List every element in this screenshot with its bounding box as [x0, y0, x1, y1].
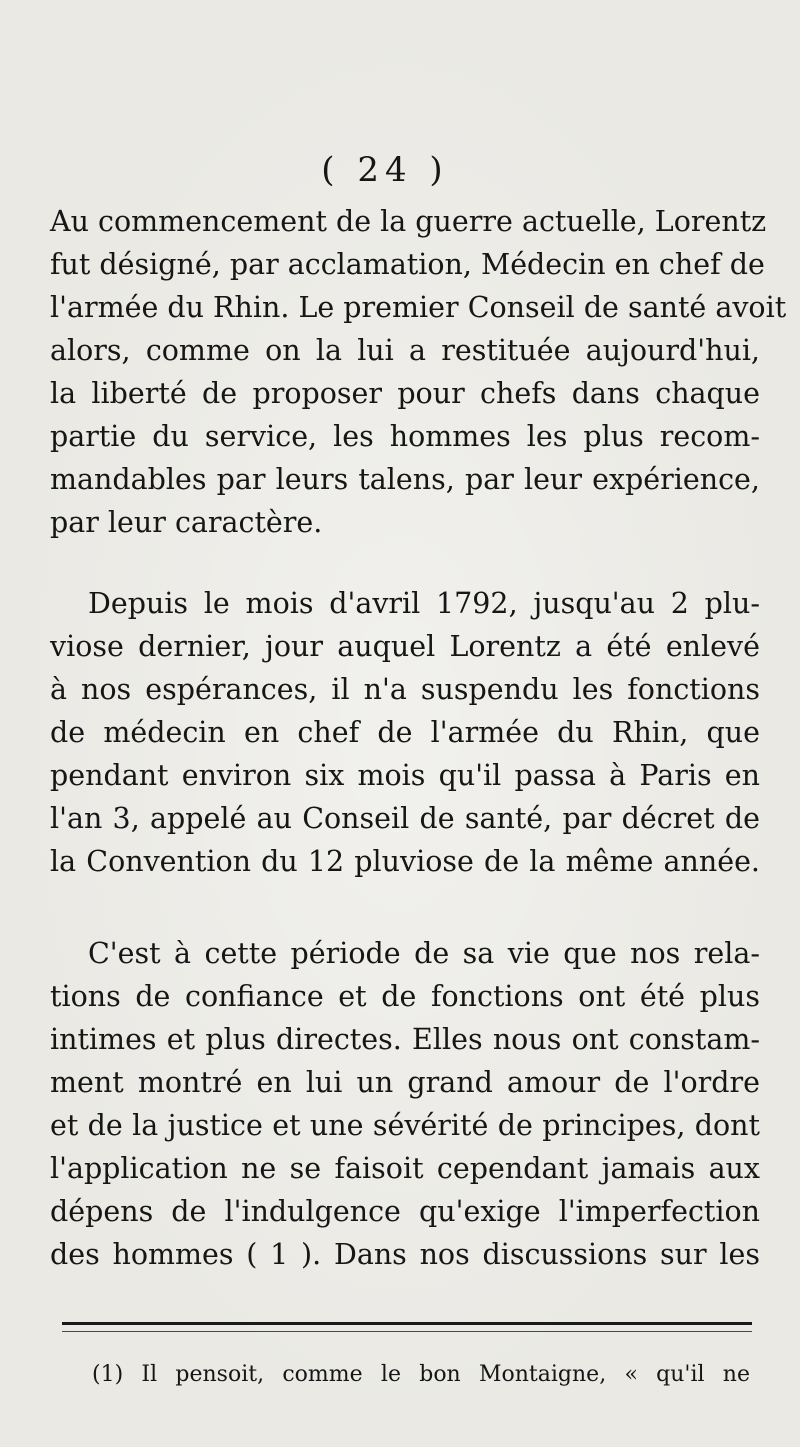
- text-line: Au commencement de la guerre actuelle, Lorentz: [50, 205, 767, 238]
- text-line: et de la justice et une sévérité de principes, dont: [50, 1109, 760, 1142]
- text-line: viose dernier, jour auquel Lorentz a été enlevé: [50, 630, 760, 663]
- text-line: C'est à cette période de sa vie que nos rela-: [88, 937, 760, 970]
- text-line: pendant environ six mois qu'il passa à Paris en: [50, 759, 760, 792]
- text-line: de médecin en chef de l'armée du Rhin, que: [50, 716, 760, 749]
- text-line: tions de confiance et de fonctions ont été plus: [50, 980, 760, 1013]
- text-line: la liberté de proposer pour chefs dans chaque: [50, 377, 760, 410]
- text-line: alors, comme on la lui a restituée aujourd'hui,: [50, 334, 760, 367]
- text-line: intimes et plus directes. Elles nous ont constam-: [50, 1023, 760, 1056]
- footnote-divider: [62, 1322, 752, 1325]
- text-line: dépens de l'indulgence qu'exige l'imperfection: [50, 1195, 760, 1228]
- text-line: la Convention du 12 pluviose de la même année.: [50, 845, 760, 878]
- text-line: ment montré en lui un grand amour de l'ordre: [50, 1066, 760, 1099]
- text-line: par leur caractère.: [50, 506, 323, 539]
- paragraph-2: [50, 582, 760, 883]
- page-number: ( 24 ): [321, 150, 449, 190]
- text-line: fut désigné, par acclamation, Médecin en chef de: [50, 248, 765, 281]
- footnote: (1) Il pensoit, comme le bon Montaigne, « qu'il ne: [92, 1362, 750, 1387]
- text-line: Depuis le mois d'avril 1792, jusqu'au 2 plu-: [88, 587, 760, 620]
- text-line: l'application ne se faisoit cependant jamais aux: [50, 1152, 760, 1185]
- text-line: à nos espérances, il n'a suspendu les fonctions: [50, 673, 760, 706]
- text-line: des hommes ( 1 ). Dans nos discussions sur les: [50, 1238, 760, 1271]
- text-line: mandables par leurs talens, par leur expérience,: [50, 463, 760, 496]
- footnote-divider-thin: [62, 1331, 752, 1332]
- text-line: l'armée du Rhin. Le premier Conseil de santé avoit: [50, 291, 787, 324]
- text-line: partie du service, les hommes les plus recom-: [50, 420, 760, 453]
- text-line: l'an 3, appelé au Conseil de santé, par décret de: [50, 802, 760, 835]
- paragraph-1: [50, 200, 787, 544]
- paragraph-3: [50, 932, 760, 1276]
